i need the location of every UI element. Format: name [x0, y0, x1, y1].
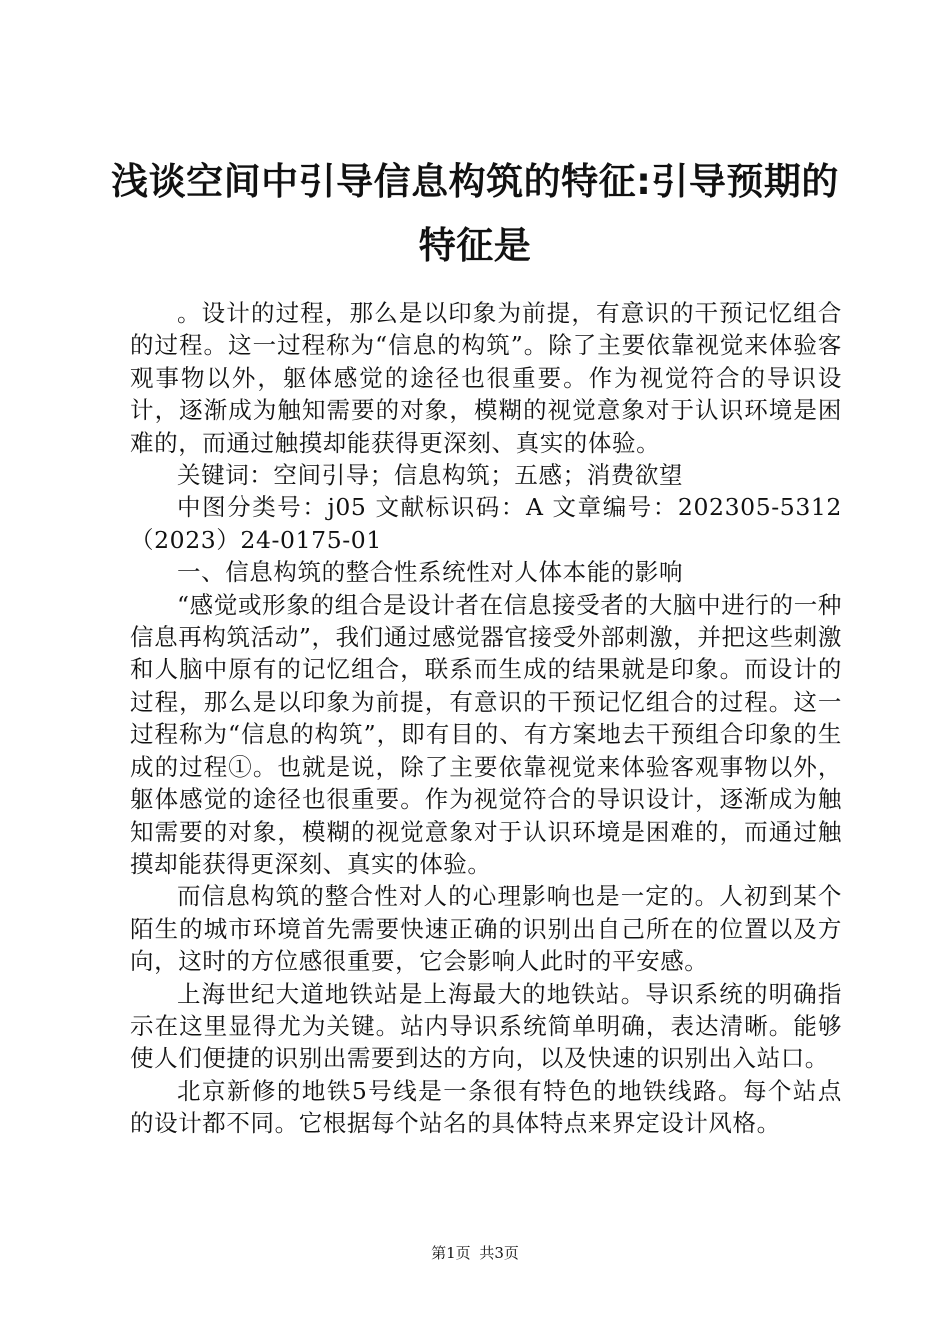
- intro-paragraph: 。设计的过程，那么是以印象为前提，有意识的干预记忆组合的过程。这一过程称为“信息的构筑”。除了主要依靠视觉来体验客观事物以外，躯体感觉的途径也很重要。作为视觉符合的导识设计，逐渐成为触知需要的对象，模糊的视觉意象对于认识环境是困难的，而通过触摸却能获得更深刻、真实的体验。: [130, 299, 842, 457]
- page-footer: [0, 1243, 950, 1263]
- document-title: 浅谈空间中引导信息构筑的特征:引导预期的特征是: [111, 160, 839, 267]
- body-paragraph: “感觉或形象的组合是设计者在信息接受者的大脑中进行的一种信息再构筑活动”，我们通过感觉器官接受外部刺激，并把这些刺激和人脑中原有的记忆组合，联系而生成的结果就是印象。而设计的过程，那么是以印象为前提，有意识的干预记忆组合的过程。这一过程称为“信息的构筑”，即有目的、有方案地去干预组合印象的生成的过程①。也就是说，除了主要依靠视觉来体验客观事物以外，躯体感觉的途径也很重要。作为视觉符合的导识设计，逐渐成为触知需要的对象，模糊的视觉意象对于认识环境是困难的，而通过触摸却能获得更深刻、真实的体验。: [130, 590, 842, 878]
- page-total: 共3页: [479, 1244, 519, 1262]
- keywords-line: 关键词：空间引导；信息构筑；五感；消费欲望: [177, 461, 684, 490]
- classification-line: 中图分类号：j05 文献标识码：A 文章编号：202305-5312（2023）24-0175-01: [130, 493, 842, 554]
- body-paragraph: 上海世纪大道地铁站是上海最大的地铁站。导识系统的明确指示在这里显得尤为关键。站内导识系统简单明确，表达清晰。能够使人们便捷的识别出需要到达的方向，以及快速的识别出入站口。: [130, 979, 842, 1073]
- body-paragraph: 北京新修的地铁5号线是一条很有特色的地铁线路。每个站点的设计都不同。它根据每个站名的具体特点来界定设计风格。: [130, 1076, 842, 1138]
- body-paragraph: 而信息构筑的整合性对人的心理影响也是一定的。人初到某个陌生的城市环境首先需要快速正确的识别出自己所在的位置以及方向，这时的方位感很重要，它会影响人此时的平安感。: [130, 882, 842, 976]
- page-number: 第1页: [431, 1244, 471, 1262]
- section-heading: 一、信息构筑的整合性系统性对人体本能的影响: [177, 558, 684, 587]
- document-body: [130, 297, 842, 1140]
